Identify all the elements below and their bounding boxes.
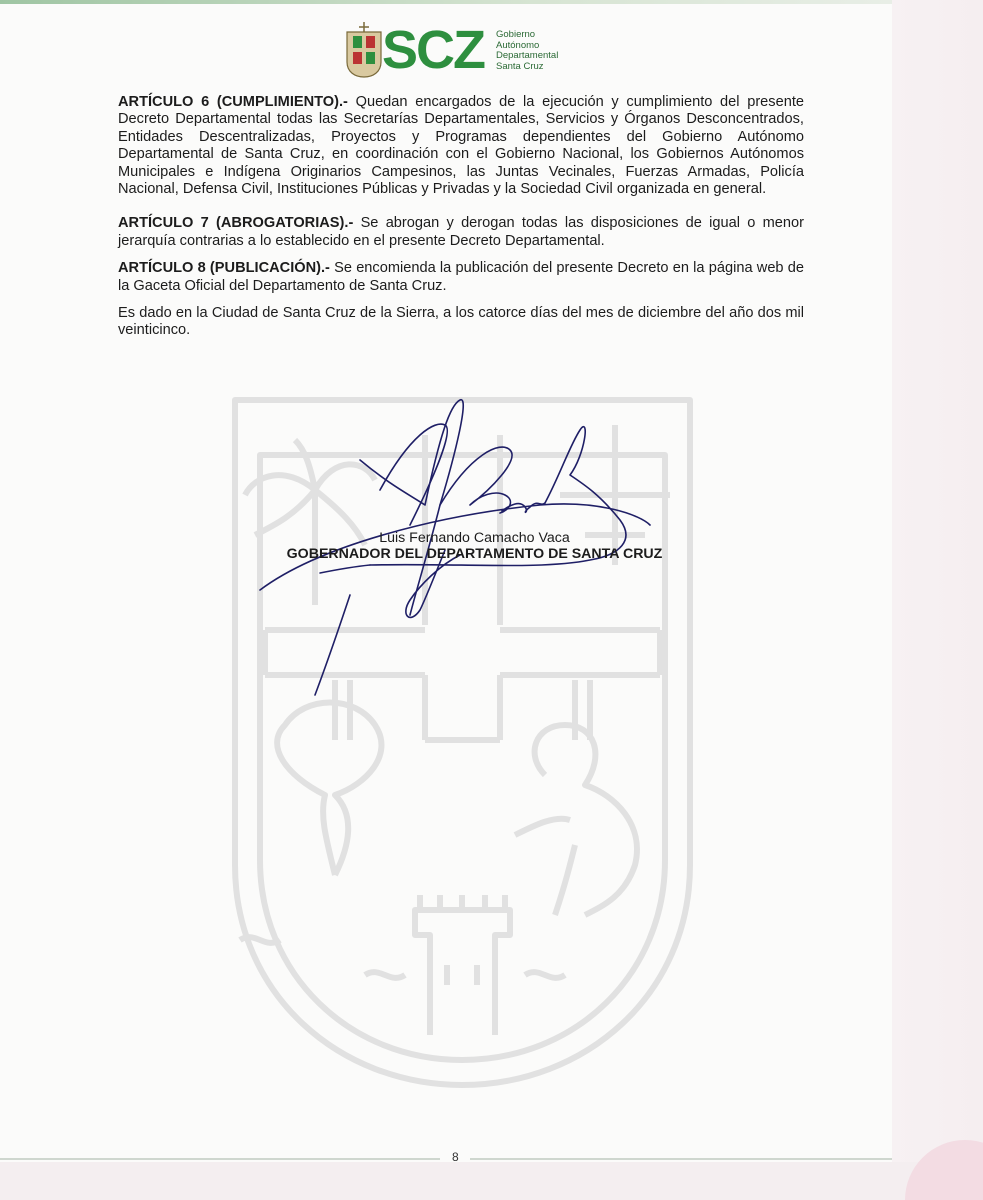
signer-title: GOBERNADOR DEL DEPARTAMENTO DE SANTA CRUZ (286, 546, 663, 562)
article-heading: ARTÍCULO 6 (CUMPLIMIENTO).- (118, 94, 348, 110)
logo-institution-name (496, 30, 558, 72)
article-heading: ARTÍCULO 8 (PUBLICACIÓN).- (118, 260, 330, 277)
bottom-border-left (0, 1158, 440, 1160)
article-text: Se abrogan y derogan todas las disposiciones de igual o menor jerarquía contrarias a lo establecido en el presente Decreto Departamental. (118, 215, 804, 249)
article-6 (118, 94, 804, 198)
decree-body (118, 94, 804, 340)
article-heading: ARTÍCULO 7 (ABROGATORIAS).- (118, 215, 354, 232)
page-top-edge (0, 0, 892, 4)
logo-acronym: SCZ (382, 20, 484, 80)
coat-of-arms-icon (345, 22, 383, 78)
logo-line: Santa Cruz (496, 60, 544, 72)
article-7 (118, 215, 804, 250)
logo-line: Autónomo (496, 39, 540, 51)
page-number: 8 (452, 1150, 459, 1162)
logo-line: Gobierno (496, 29, 536, 40)
article-8 (118, 260, 804, 295)
scz-logo (340, 20, 580, 82)
signer-name: Luis Fernando Camacho Vaca (379, 530, 570, 546)
logo-line: Departamental (496, 50, 559, 61)
article-text: Quedan encargados de la ejecución y cumplimiento del presente Decreto Departamental todas las Secretarías Departamentales, Servicios y Órganos Desconcentrados, Entidades Descentralizadas, Proyectos y Programas dependientes del Gobierno Autónomo Departamental de Santa Cruz, en coordinación con el Gobierno Nacional, los Gobiernos Autónomos Municipales e Indígena Originarios Campesinos, las Juntas Vecinales, Fuerzas Armadas, Policía Nacional, Defensa Civil, Instituciones Públicas y Privadas y la Sociedad Civil organizada en general. (118, 94, 804, 198)
bottom-border-right (470, 1158, 892, 1160)
article-text: Se encomienda la publicación del presente Decreto en la página web de la Gaceta Oficial del Departamento de Santa Cruz. (118, 260, 804, 294)
signer-block (282, 530, 667, 562)
closing-paragraph: Es dado en la Ciudad de Santa Cruz de la Sierra, a los catorce días del mes de diciembre del año dos mil veinticinco. (118, 305, 804, 339)
background-margin (892, 0, 983, 1162)
